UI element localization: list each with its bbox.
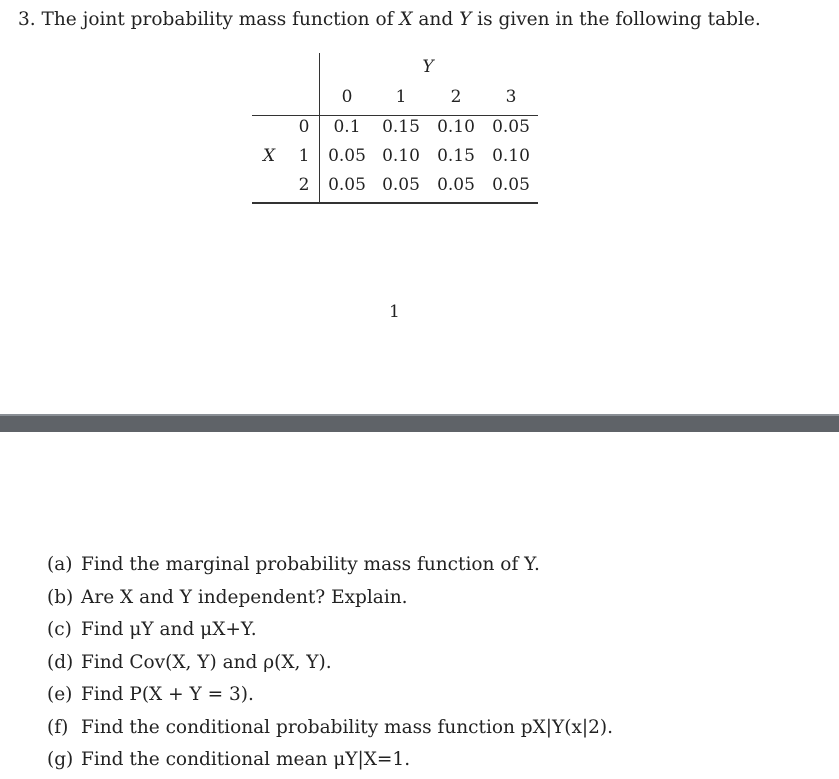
part-text: Are X and Y independent? Explain.: [81, 587, 408, 608]
question-part-f: [47, 717, 613, 738]
question-part-d: [47, 652, 332, 673]
question-part-c: [47, 619, 257, 640]
col-label: 3: [505, 87, 517, 107]
table-cell: 0.05: [328, 175, 366, 195]
table-cell: 0.05: [382, 175, 420, 195]
col-label: 1: [395, 87, 407, 107]
part-text: Find the conditional probability mass function pX|Y(x|2).: [81, 717, 614, 738]
column-variable-y: Y: [422, 57, 434, 77]
table-bottom-rule: [252, 202, 538, 204]
page-2: [0, 432, 839, 779]
table-cell: 0.05: [437, 175, 475, 195]
part-label: (f): [47, 717, 69, 738]
problem-statement: [18, 9, 761, 30]
table-cell: 0.10: [492, 146, 530, 166]
col-label: 2: [450, 87, 462, 107]
part-label: (g): [47, 749, 74, 770]
part-label: (a): [47, 554, 73, 575]
part-label: (b): [47, 587, 74, 608]
problem-number: 3.: [18, 9, 36, 30]
page-number: 1: [389, 302, 400, 322]
table-cell: 0.1: [333, 117, 361, 137]
part-text: Find P(X + Y = 3).: [81, 684, 254, 705]
table-cell: 0.05: [328, 146, 366, 166]
page-separator: [0, 414, 839, 432]
problem-intro-end: is given in the following table.: [471, 9, 761, 30]
col-label: 0: [341, 87, 353, 107]
part-text: Find the marginal probability mass function of Y.: [81, 554, 540, 575]
table-cell: 0.05: [492, 175, 530, 195]
table-vertical-rule: [319, 53, 320, 203]
page-separator-highlight: [0, 414, 839, 416]
var-x: X: [399, 9, 413, 30]
row-label: 1: [298, 146, 310, 166]
table-cell: 0.15: [437, 146, 475, 166]
question-part-e: [47, 684, 254, 705]
question-part-b: [47, 587, 408, 608]
row-variable-x: X: [262, 146, 276, 166]
row-label: 2: [298, 175, 310, 195]
and-word: and: [412, 9, 460, 30]
problem-intro: The joint probability mass function of: [41, 9, 400, 30]
joint-pmf-table: [252, 53, 538, 205]
part-label: (d): [47, 652, 74, 673]
part-label: (c): [47, 619, 72, 640]
var-y: Y: [459, 9, 472, 30]
part-text: Find μY and μX+Y.: [81, 619, 257, 640]
row-label: 0: [298, 117, 310, 137]
part-label: (e): [47, 684, 73, 705]
part-text: Find the conditional mean μY|X=1.: [81, 749, 411, 770]
part-text: Find Cov(X, Y) and ρ(X, Y).: [81, 652, 332, 673]
table-cell: 0.15: [382, 117, 420, 137]
table-cell: 0.05: [492, 117, 530, 137]
question-part-g: [47, 749, 410, 770]
table-cell: 0.10: [382, 146, 420, 166]
question-part-a: [47, 554, 540, 575]
table-cell: 0.10: [437, 117, 475, 137]
